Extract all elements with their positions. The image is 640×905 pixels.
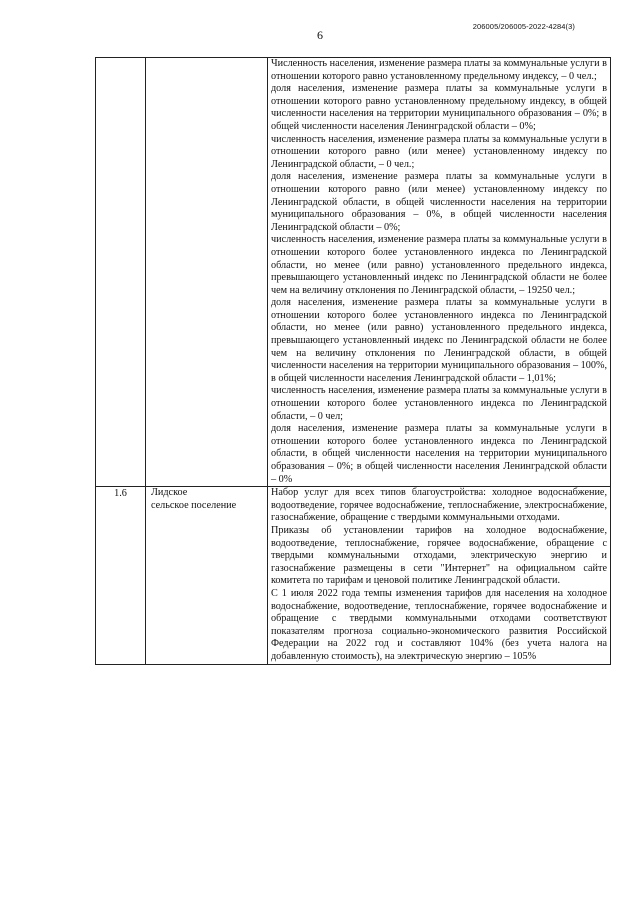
paragraph: Набор услуг для всех типов благоустройства: холодное водоснабжение, водоотведение, горячее водоснабжение, теплоснабжение, электроснабжение, газоснабжение, обращение с твердыми коммунальными отходами. [271, 487, 607, 524]
paragraph: доля населения, изменение размера платы за коммунальные услуги в отношении которого равно (или менее) установленному индексу по Ленинградской области, в общей численности населения на территории муниципального образования – 0%, в общей численности населения Ленинградской области – 0%; [271, 171, 607, 233]
document-table [95, 57, 611, 665]
paragraph: доля населения, изменение размера платы за коммунальные услуги в отношении которого более установленного индекса по Ленинградской области, но менее (или равно) установленного предельного индекса, превышающего установленный индекс по Ленинградской области не более чем на величину отклонения по Ленинградской области, в общей численности населения на территории муниципального образования – 100%, в общей численности населения Ленинградской области – 1,01%; [271, 297, 607, 384]
paragraph: численность населения, изменение размера платы за коммунальные услуги в отношении которого более установленного индекса по Ленинградской области, но менее (или равно) установленного предельного индекса, превышающего установленный индекс по Ленинградской области не более чем на величину отклонения по Ленинградской области, – 19250 чел.; [271, 234, 607, 296]
paragraph: Численность населения, изменение размера платы за коммунальные услуги в отношении которого равно установленному предельному индексу, – 0 чел.; [271, 58, 607, 82]
paragraph: доля населения, изменение размера платы за коммунальные услуги в отношении которого более установленного индекса по Ленинградской области, в общей численности населения на территории муниципального образования – 0%; в общей численности населения Ленинградской области – 0% [271, 423, 607, 485]
paragraph: численность населения, изменение размера платы за коммунальные услуги в отношении которого более установленного индекса по Ленинградской области, – 0 чел; [271, 385, 607, 422]
table-row [96, 487, 611, 664]
description-cell [268, 58, 611, 487]
paragraph: С 1 июля 2022 года темпы изменения тарифов для населения на холодное водоснабжение, водоотведение, теплоснабжение, горячее водоснабжение и обращение с твердыми коммунальными отходами соответствуют показателям прогноза социально-экономического развития Российской Федерации на 2022 год и составляют 104% (без учета налога на добавленную стоимость), на электрическую энергию – 105% [271, 587, 607, 662]
paragraph: доля населения, изменение размера платы за коммунальные услуги в отношении которого равно установленному предельному индексу, в общей численности населения на территории муниципального образования – 0%; в общей численности населения Ленинградской области – 0%; [271, 83, 607, 132]
settlement-name-line: сельское поселение [151, 499, 237, 511]
row-number-cell: 1.6 [96, 487, 146, 664]
row-number-cell [96, 58, 146, 487]
paragraph: численность населения, изменение размера платы за коммунальные услуги в отношении которого равно (или менее) установленному индексу по Ленинградской области, – 0 чел.; [271, 133, 607, 170]
page-number: 6 [317, 28, 323, 42]
table-row [96, 58, 611, 487]
paragraph: Приказы об установлении тарифов на холодное водоснабжение, водоотведение, теплоснабжение, горячее водоснабжение, обращение с твердыми коммунальными отходами, электрическую энергию и газоснабжение размещены в сети "Интернет" на официальном сайте комитета по тарифам и ценовой политике Ленинградской области. [271, 524, 607, 587]
settlement-name-cell [146, 58, 268, 487]
settlement-name-line: Лидское [151, 487, 188, 499]
settlement-name-cell [146, 487, 268, 664]
document-id: 206005/206005-2022-4284(3) [472, 22, 575, 31]
description-cell [268, 487, 611, 664]
